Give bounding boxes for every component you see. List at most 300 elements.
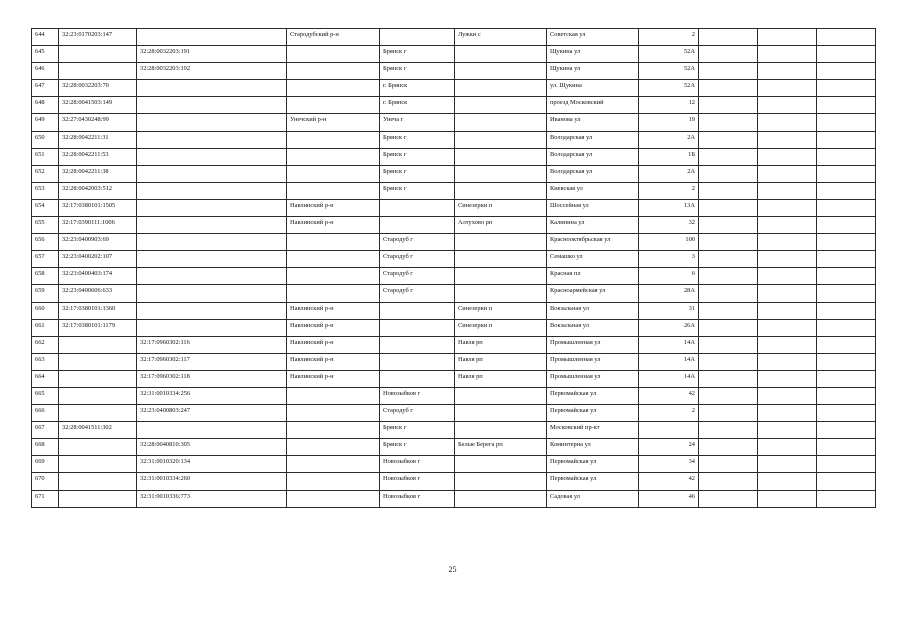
- row-number-cell: 665: [32, 387, 59, 404]
- table-row: [32, 268, 876, 285]
- extra-cell-3-cell: [817, 302, 876, 319]
- district-cell: [287, 148, 380, 165]
- table-row: [32, 46, 876, 63]
- city-cell: Брянск г: [380, 422, 455, 439]
- settlement-cell: [455, 251, 547, 268]
- table-row: [32, 336, 876, 353]
- extra-cell-2-cell: [758, 353, 817, 370]
- street-cell: Семашко ул: [547, 251, 639, 268]
- house-number-cell: 34: [639, 456, 699, 473]
- extra-cell-1-cell: [699, 217, 758, 234]
- extra-cell-1-cell: [699, 405, 758, 422]
- cadastral-number-cell: [59, 490, 137, 507]
- row-number-cell: 657: [32, 251, 59, 268]
- table-body: [32, 29, 876, 508]
- extra-cell-2-cell: [758, 29, 817, 46]
- row-number-cell: 659: [32, 285, 59, 302]
- street-cell: Володарская ул: [547, 131, 639, 148]
- street-cell: Володарская ул: [547, 148, 639, 165]
- extra-cell-2-cell: [758, 97, 817, 114]
- district-cell: [287, 387, 380, 404]
- district-cell: [287, 63, 380, 80]
- extra-cell-1-cell: [699, 97, 758, 114]
- extra-cell-2-cell: [758, 148, 817, 165]
- row-number-cell: 660: [32, 302, 59, 319]
- table-row: [32, 439, 876, 456]
- street-cell: Киевская ул: [547, 182, 639, 199]
- extra-cell-3-cell: [817, 439, 876, 456]
- cadastral-number-cell: 32:23:0400903:69: [59, 234, 137, 251]
- cadastral-number-alt-cell: 32:17:0960302:118: [137, 370, 287, 387]
- page-number: 25: [448, 565, 457, 574]
- row-number-cell: 670: [32, 473, 59, 490]
- extra-cell-1-cell: [699, 29, 758, 46]
- street-cell: Красноармейская ул: [547, 285, 639, 302]
- city-cell: Брянск г: [380, 148, 455, 165]
- table-row: [32, 97, 876, 114]
- city-cell: Унеча г: [380, 114, 455, 131]
- table-row: [32, 251, 876, 268]
- district-cell: [287, 490, 380, 507]
- extra-cell-3-cell: [817, 46, 876, 63]
- settlement-cell: Навля рп: [455, 336, 547, 353]
- extra-cell-1-cell: [699, 80, 758, 97]
- street-cell: Промышленная ул: [547, 370, 639, 387]
- extra-cell-2-cell: [758, 131, 817, 148]
- settlement-cell: Синезерки п: [455, 199, 547, 216]
- city-cell: Стародуб г: [380, 285, 455, 302]
- cadastral-number-alt-cell: [137, 268, 287, 285]
- district-cell: Унечский р-н: [287, 114, 380, 131]
- district-cell: [287, 234, 380, 251]
- extra-cell-1-cell: [699, 131, 758, 148]
- cadastral-number-alt-cell: [137, 29, 287, 46]
- street-cell: Шоссейная ул: [547, 199, 639, 216]
- table-row: [32, 80, 876, 97]
- extra-cell-1-cell: [699, 473, 758, 490]
- city-cell: Брянск г: [380, 439, 455, 456]
- settlement-cell: [455, 97, 547, 114]
- cadastral-number-alt-cell: 32:23:0400803:247: [137, 405, 287, 422]
- house-number-cell: 52А: [639, 46, 699, 63]
- row-number-cell: 662: [32, 336, 59, 353]
- extra-cell-3-cell: [817, 97, 876, 114]
- cadastral-number-cell: [59, 387, 137, 404]
- extra-cell-2-cell: [758, 165, 817, 182]
- house-number-cell: 46: [639, 490, 699, 507]
- cadastral-number-cell: 32:28:0042211:38: [59, 165, 137, 182]
- row-number-cell: 649: [32, 114, 59, 131]
- row-number-cell: 661: [32, 319, 59, 336]
- district-cell: [287, 285, 380, 302]
- extra-cell-1-cell: [699, 46, 758, 63]
- cadastral-number-cell: [59, 336, 137, 353]
- house-number-cell: 28А: [639, 285, 699, 302]
- cadastral-number-alt-cell: [137, 165, 287, 182]
- cadastral-number-alt-cell: [137, 217, 287, 234]
- street-cell: Краснооктябрьская ул: [547, 234, 639, 251]
- house-number-cell: 2: [639, 182, 699, 199]
- extra-cell-2-cell: [758, 370, 817, 387]
- extra-cell-2-cell: [758, 473, 817, 490]
- house-number-cell: 2: [639, 29, 699, 46]
- row-number-cell: 656: [32, 234, 59, 251]
- extra-cell-1-cell: [699, 148, 758, 165]
- extra-cell-1-cell: [699, 370, 758, 387]
- extra-cell-1-cell: [699, 234, 758, 251]
- cadastral-number-cell: [59, 439, 137, 456]
- house-number-cell: 3: [639, 251, 699, 268]
- extra-cell-1-cell: [699, 439, 758, 456]
- settlement-cell: [455, 473, 547, 490]
- extra-cell-2-cell: [758, 199, 817, 216]
- street-cell: Первомайская ул: [547, 473, 639, 490]
- city-cell: Новозыбков г: [380, 456, 455, 473]
- row-number-cell: 663: [32, 353, 59, 370]
- row-number-cell: 667: [32, 422, 59, 439]
- extra-cell-2-cell: [758, 114, 817, 131]
- district-cell: Навлинский р-н: [287, 336, 380, 353]
- extra-cell-3-cell: [817, 148, 876, 165]
- cadastral-number-cell: 32:17:0380101:1179: [59, 319, 137, 336]
- extra-cell-2-cell: [758, 405, 817, 422]
- extra-cell-2-cell: [758, 251, 817, 268]
- extra-cell-3-cell: [817, 405, 876, 422]
- street-cell: Московский пр-кт: [547, 422, 639, 439]
- row-number-cell: 646: [32, 63, 59, 80]
- city-cell: Новозыбков г: [380, 473, 455, 490]
- settlement-cell: Лужки с: [455, 29, 547, 46]
- settlement-cell: [455, 387, 547, 404]
- street-cell: проезд Московский: [547, 97, 639, 114]
- table-row: [32, 285, 876, 302]
- cadastral-number-cell: 32:28:0041503:149: [59, 97, 137, 114]
- cadastral-number-cell: 32:28:0041511:302: [59, 422, 137, 439]
- district-cell: [287, 97, 380, 114]
- settlement-cell: [455, 182, 547, 199]
- extra-cell-2-cell: [758, 63, 817, 80]
- cadastral-number-alt-cell: 32:28:0032203:191: [137, 46, 287, 63]
- extra-cell-2-cell: [758, 46, 817, 63]
- cadastral-number-cell: [59, 473, 137, 490]
- district-cell: [287, 268, 380, 285]
- extra-cell-3-cell: [817, 490, 876, 507]
- extra-cell-1-cell: [699, 353, 758, 370]
- extra-cell-1-cell: [699, 319, 758, 336]
- extra-cell-3-cell: [817, 131, 876, 148]
- settlement-cell: [455, 114, 547, 131]
- district-cell: [287, 251, 380, 268]
- extra-cell-1-cell: [699, 114, 758, 131]
- row-number-cell: 652: [32, 165, 59, 182]
- district-cell: Навлинский р-н: [287, 199, 380, 216]
- cadastral-number-cell: 32:17:0390111:1006: [59, 217, 137, 234]
- street-cell: Советская ул: [547, 29, 639, 46]
- cadastral-number-cell: 32:17:0380101:1505: [59, 199, 137, 216]
- row-number-cell: 651: [32, 148, 59, 165]
- district-cell: [287, 165, 380, 182]
- extra-cell-1-cell: [699, 490, 758, 507]
- city-cell: Брянск г: [380, 165, 455, 182]
- cadastral-number-alt-cell: 32:28:0032203:192: [137, 63, 287, 80]
- city-cell: [380, 319, 455, 336]
- house-number-cell: [639, 422, 699, 439]
- settlement-cell: [455, 165, 547, 182]
- extra-cell-1-cell: [699, 63, 758, 80]
- cadastral-number-cell: 32:28:0042211:53: [59, 148, 137, 165]
- property-registry-table: [31, 28, 876, 508]
- extra-cell-3-cell: [817, 165, 876, 182]
- district-cell: [287, 80, 380, 97]
- district-cell: [287, 473, 380, 490]
- settlement-cell: Синезерки п: [455, 302, 547, 319]
- city-cell: Брянск г: [380, 131, 455, 148]
- city-cell: Брянск г: [380, 46, 455, 63]
- house-number-cell: 6: [639, 268, 699, 285]
- cadastral-number-alt-cell: 32:31:0010334:256: [137, 387, 287, 404]
- row-number-cell: 648: [32, 97, 59, 114]
- table-row: [32, 490, 876, 507]
- street-cell: Щукина ул: [547, 46, 639, 63]
- cadastral-number-alt-cell: [137, 251, 287, 268]
- cadastral-number-alt-cell: [137, 182, 287, 199]
- cadastral-number-cell: 32:28:0042211:31: [59, 131, 137, 148]
- extra-cell-3-cell: [817, 387, 876, 404]
- district-cell: [287, 131, 380, 148]
- extra-cell-3-cell: [817, 422, 876, 439]
- house-number-cell: 24: [639, 439, 699, 456]
- street-cell: ул. Щукина: [547, 80, 639, 97]
- row-number-cell: 644: [32, 29, 59, 46]
- cadastral-number-cell: 32:28:0032203:70: [59, 80, 137, 97]
- extra-cell-1-cell: [699, 387, 758, 404]
- city-cell: Стародуб г: [380, 234, 455, 251]
- cadastral-number-cell: 32:23:0400403:174: [59, 268, 137, 285]
- row-number-cell: 664: [32, 370, 59, 387]
- district-cell: Навлинский р-н: [287, 370, 380, 387]
- settlement-cell: Синезерки п: [455, 319, 547, 336]
- house-number-cell: 2А: [639, 131, 699, 148]
- cadastral-number-alt-cell: [137, 80, 287, 97]
- cadastral-number-alt-cell: 32:31:0010320:134: [137, 456, 287, 473]
- cadastral-number-alt-cell: 32:28:0040810:305: [137, 439, 287, 456]
- extra-cell-3-cell: [817, 80, 876, 97]
- city-cell: г. Брянск: [380, 80, 455, 97]
- table-row: [32, 63, 876, 80]
- street-cell: Первомайская ул: [547, 387, 639, 404]
- house-number-cell: 26А: [639, 319, 699, 336]
- city-cell: Стародуб г: [380, 251, 455, 268]
- extra-cell-2-cell: [758, 490, 817, 507]
- extra-cell-2-cell: [758, 217, 817, 234]
- extra-cell-3-cell: [817, 370, 876, 387]
- table-row: [32, 217, 876, 234]
- settlement-cell: [455, 80, 547, 97]
- city-cell: [380, 353, 455, 370]
- table-row: [32, 131, 876, 148]
- extra-cell-1-cell: [699, 199, 758, 216]
- house-number-cell: 14А: [639, 353, 699, 370]
- settlement-cell: [455, 405, 547, 422]
- table-row: [32, 302, 876, 319]
- extra-cell-2-cell: [758, 336, 817, 353]
- cadastral-number-cell: 32:23:0400606:633: [59, 285, 137, 302]
- cadastral-number-cell: 32:17:0380101:1360: [59, 302, 137, 319]
- row-number-cell: 668: [32, 439, 59, 456]
- house-number-cell: 2А: [639, 165, 699, 182]
- city-cell: Новозыбков г: [380, 387, 455, 404]
- street-cell: Калинина ул: [547, 217, 639, 234]
- city-cell: [380, 29, 455, 46]
- district-cell: Стародубский р-н: [287, 29, 380, 46]
- row-number-cell: 645: [32, 46, 59, 63]
- cadastral-number-alt-cell: [137, 319, 287, 336]
- cadastral-number-alt-cell: [137, 131, 287, 148]
- street-cell: Коминтерна ул: [547, 439, 639, 456]
- extra-cell-1-cell: [699, 285, 758, 302]
- street-cell: Промышленная ул: [547, 353, 639, 370]
- row-number-cell: 658: [32, 268, 59, 285]
- city-cell: Стародуб г: [380, 405, 455, 422]
- settlement-cell: Навля рп: [455, 353, 547, 370]
- settlement-cell: Навля рп: [455, 370, 547, 387]
- street-cell: Промышленная ул: [547, 336, 639, 353]
- street-cell: Щукина ул: [547, 63, 639, 80]
- table-row: [32, 353, 876, 370]
- extra-cell-3-cell: [817, 336, 876, 353]
- table-row: [32, 473, 876, 490]
- extra-cell-3-cell: [817, 234, 876, 251]
- house-number-cell: 1Б: [639, 148, 699, 165]
- extra-cell-3-cell: [817, 199, 876, 216]
- city-cell: [380, 217, 455, 234]
- row-number-cell: 650: [32, 131, 59, 148]
- district-cell: [287, 46, 380, 63]
- city-cell: Брянск г: [380, 182, 455, 199]
- settlement-cell: Белые Берега рп: [455, 439, 547, 456]
- extra-cell-2-cell: [758, 302, 817, 319]
- house-number-cell: 12: [639, 97, 699, 114]
- extra-cell-1-cell: [699, 302, 758, 319]
- city-cell: Брянск г: [380, 63, 455, 80]
- extra-cell-3-cell: [817, 63, 876, 80]
- extra-cell-3-cell: [817, 319, 876, 336]
- table-row: [32, 182, 876, 199]
- district-cell: Навлинский р-н: [287, 217, 380, 234]
- row-number-cell: 654: [32, 199, 59, 216]
- cadastral-number-alt-cell: [137, 285, 287, 302]
- table-row: [32, 422, 876, 439]
- house-number-cell: 32: [639, 217, 699, 234]
- street-cell: Иванова ул: [547, 114, 639, 131]
- street-cell: Володарская ул: [547, 165, 639, 182]
- cadastral-number-alt-cell: 32:17:0960302:117: [137, 353, 287, 370]
- district-cell: [287, 439, 380, 456]
- settlement-cell: [455, 285, 547, 302]
- cadastral-number-alt-cell: [137, 97, 287, 114]
- extra-cell-3-cell: [817, 29, 876, 46]
- city-cell: Стародуб г: [380, 268, 455, 285]
- cadastral-number-alt-cell: 32:31:0010336:773: [137, 490, 287, 507]
- extra-cell-2-cell: [758, 439, 817, 456]
- extra-cell-1-cell: [699, 251, 758, 268]
- cadastral-number-cell: [59, 370, 137, 387]
- row-number-cell: 655: [32, 217, 59, 234]
- district-cell: Навлинский р-н: [287, 302, 380, 319]
- extra-cell-3-cell: [817, 182, 876, 199]
- street-cell: Вокзальная ул: [547, 319, 639, 336]
- row-number-cell: 669: [32, 456, 59, 473]
- row-number-cell: 666: [32, 405, 59, 422]
- house-number-cell: 13А: [639, 199, 699, 216]
- house-number-cell: 52А: [639, 80, 699, 97]
- table-row: [32, 148, 876, 165]
- cadastral-number-cell: [59, 456, 137, 473]
- table-row: [32, 29, 876, 46]
- house-number-cell: 19: [639, 114, 699, 131]
- extra-cell-2-cell: [758, 268, 817, 285]
- extra-cell-2-cell: [758, 234, 817, 251]
- city-cell: [380, 199, 455, 216]
- district-cell: [287, 182, 380, 199]
- house-number-cell: 14А: [639, 336, 699, 353]
- house-number-cell: 31: [639, 302, 699, 319]
- extra-cell-2-cell: [758, 422, 817, 439]
- table-row: [32, 165, 876, 182]
- house-number-cell: 42: [639, 387, 699, 404]
- row-number-cell: 671: [32, 490, 59, 507]
- cadastral-number-alt-cell: [137, 422, 287, 439]
- table-row: [32, 234, 876, 251]
- extra-cell-1-cell: [699, 182, 758, 199]
- table-row: [32, 370, 876, 387]
- extra-cell-3-cell: [817, 251, 876, 268]
- table-row: [32, 456, 876, 473]
- city-cell: [380, 336, 455, 353]
- extra-cell-3-cell: [817, 285, 876, 302]
- settlement-cell: [455, 422, 547, 439]
- cadastral-number-alt-cell: 32:31:0010334:260: [137, 473, 287, 490]
- settlement-cell: [455, 131, 547, 148]
- cadastral-number-cell: [59, 46, 137, 63]
- settlement-cell: [455, 268, 547, 285]
- district-cell: Навлинский р-н: [287, 353, 380, 370]
- extra-cell-1-cell: [699, 165, 758, 182]
- cadastral-number-alt-cell: [137, 199, 287, 216]
- extra-cell-1-cell: [699, 422, 758, 439]
- cadastral-number-alt-cell: [137, 234, 287, 251]
- row-number-cell: 647: [32, 80, 59, 97]
- settlement-cell: [455, 148, 547, 165]
- cadastral-number-cell: 32:23:0170203:147: [59, 29, 137, 46]
- extra-cell-1-cell: [699, 456, 758, 473]
- house-number-cell: 42: [639, 473, 699, 490]
- extra-cell-2-cell: [758, 182, 817, 199]
- house-number-cell: 100: [639, 234, 699, 251]
- district-cell: Навлинский р-н: [287, 319, 380, 336]
- extra-cell-2-cell: [758, 319, 817, 336]
- cadastral-number-cell: [59, 63, 137, 80]
- extra-cell-2-cell: [758, 285, 817, 302]
- settlement-cell: [455, 456, 547, 473]
- street-cell: Вокзальная ул: [547, 302, 639, 319]
- house-number-cell: 2: [639, 405, 699, 422]
- street-cell: Красная пл: [547, 268, 639, 285]
- extra-cell-3-cell: [817, 114, 876, 131]
- cadastral-number-cell: 32:23:0400202:107: [59, 251, 137, 268]
- table-row: [32, 114, 876, 131]
- street-cell: Первомайская ул: [547, 456, 639, 473]
